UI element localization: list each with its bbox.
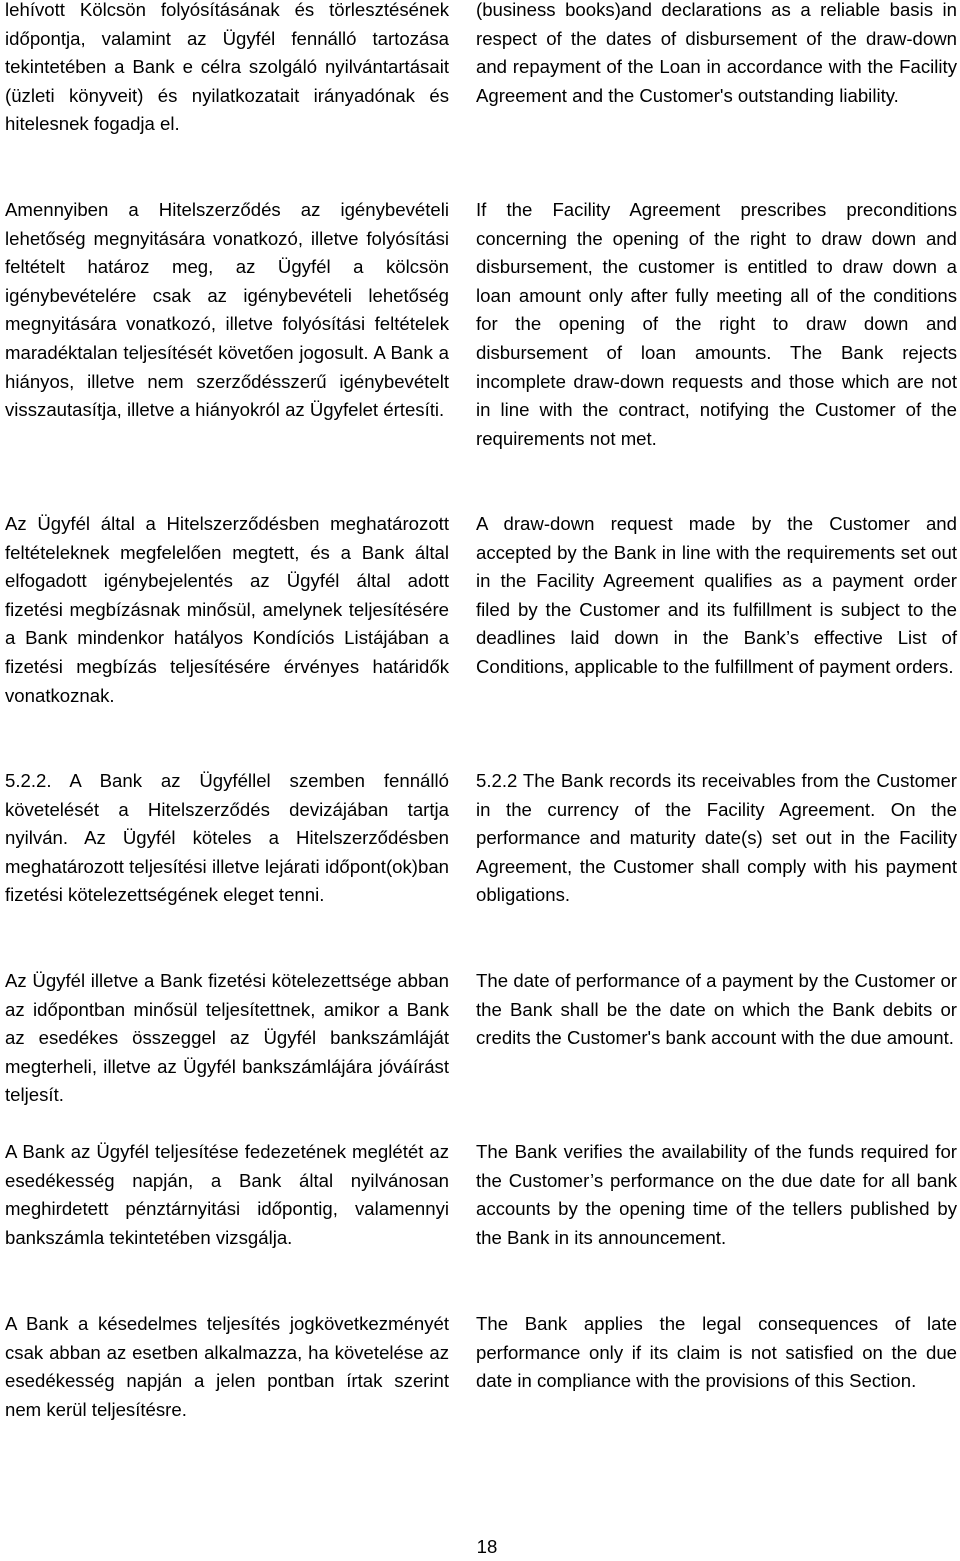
page-number: 18: [476, 1536, 498, 1557]
paragraph-en-5: The date of performance of a payment by the Customer or the Bank shall be the date on which the Bank debits or credits the Customer's bank account with the due amount.: [476, 970, 957, 1049]
paragraph-hu-6: A Bank az Ügyfél teljesítése fedezetének meglétét az esedékesség napján, a Bank által nyilvánosan meghirdetett pénztárnyitási időpontig, valamennyi bankszámla tekintetében vizsgálja.: [5, 1141, 449, 1248]
paragraph-hu-1: lehívott Kölcsön folyósításának és törlesztésének időpontja, valamint az Ügyfél fennálló tartozása tekintetében a Bank e célra szolgáló nyilvántartásait (üzleti könyveit) és nyilatkozatait irányadónak és hitelesnek fogadja el.: [5, 0, 449, 135]
paragraph-en-2: If the Facility Agreement prescribes preconditions concerning the opening of the right to draw down and disbursement, the customer is entitled to draw down a loan amount only after fully meeting all of the conditions for the opening of the right to draw down and disbursement of loan amounts. The Bank rejects incomplete draw-down requests and those which are not in line with the contract, notifying the Customer of the requirements not met.: [476, 199, 957, 449]
paragraph-en-4: 5.2.2 The Bank records its receivables from the Customer in the currency of the Facility Agreement. On the performance and maturity date(s) set out in the Facility Agreement, the Customer shall comply with his payment obligations.: [476, 770, 957, 906]
paragraph-hu-7: A Bank a késedelmes teljesítés jogkövetkezményét csak abban az esetben alkalmazza, ha követelése az esedékesség napján a jelen pontban írtak szerint nem kerül teljesítésre.: [5, 1313, 449, 1420]
paragraph-hu-5: Az Ügyfél illetve a Bank fizetési kötelezettsége abban az időpontban minősül teljesítettnek, amikor a Bank az esedékes összeggel az Ügyfél bankszámláját megterheli, illetve az Ügyfél bankszámlájára jóváírást teljesít.: [5, 970, 449, 1106]
paragraph-en-7: The Bank applies the legal consequences of late performance only if its claim is not satisfied on the due date in compliance with the provisions of this Section.: [476, 1313, 957, 1392]
paragraph-hu-3: Az Ügyfél által a Hitelszerződésben meghatározott feltételeknek megfelelően megtett, és a Bank által elfogadott igénybejelentés az Ügyfél által adott fizetési megbízásnak minősül, amelynek teljesítésére a Bank mindenkor hatályos Kondíciós Listájában a fizetési megbízás teljesítésére érvényes határidők vonatkoznak.: [5, 513, 449, 706]
paragraph-en-3: A draw-down request made by the Customer and accepted by the Bank in line with the requirements set out in the Facility Agreement qualifies as a payment order filed by the Customer and its fulfillment is subject to the deadlines laid down in the Bank’s effective List of Conditions, applicable to the fulfillment of payment orders.: [476, 513, 957, 677]
paragraph-hu-4: 5.2.2. A Bank az Ügyféllel szemben fennálló követelését a Hitelszerződés devizájában tartja nyilván. Az Ügyfél köteles a Hitelszerződésben meghatározott teljesítési illetve lejárati időpont(ok)ban fizetési kötelezettségének eleget tenni.: [5, 770, 449, 906]
paragraph-en-1: (business books)and declarations as a reliable basis in respect of the dates of disbursement of the draw-down and repayment of the Loan in accordance with the Facility Agreement and the Customer's outstanding liability.: [476, 0, 957, 106]
paragraph-hu-2: Amennyiben a Hitelszerződés az igénybevételi lehetőség megnyitására vonatkozó, illetve folyósítási feltételt határoz meg, az Ügyfél a kölcsön igénybevételére csak az igénybevételi lehetőség megnyitására vonatkozó, illetve folyósítási feltételek maradéktalan teljesítését követően jogosult. A Bank a hiányos, illetve nem szerződésszerű igénybevételt visszautasítja, illetve a hiányokról az Ügyfelet értesíti.: [5, 199, 449, 421]
paragraph-en-6: The Bank verifies the availability of the funds required for the Customer’s performance on the due date for all bank accounts by the opening time of the tellers published by the Bank in its announcement.: [476, 1141, 957, 1248]
